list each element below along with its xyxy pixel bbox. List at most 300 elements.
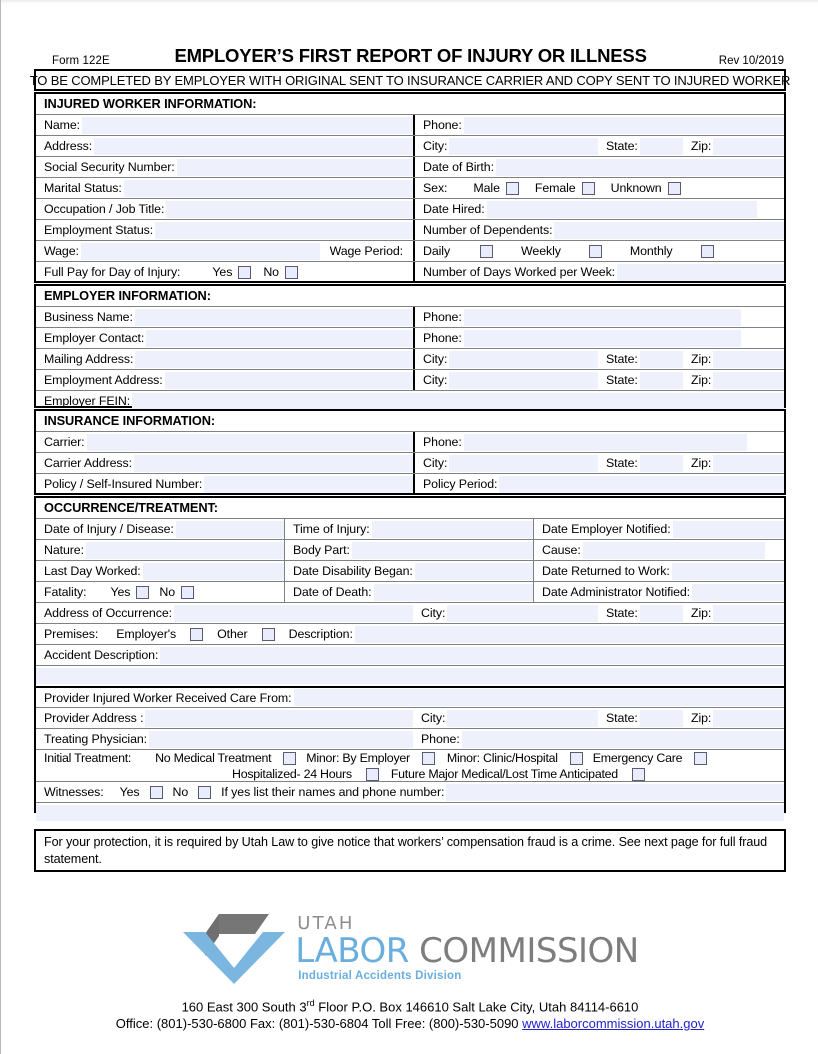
field-city[interactable] — [413, 136, 598, 156]
label-initial-treatment: Initial Treatment: — [44, 751, 132, 765]
field-carrier-state[interactable] — [598, 453, 683, 473]
label-treat-minor-clinic: Minor: Clinic/Hospital — [446, 751, 558, 765]
checkbox-fatality-yes[interactable] — [136, 586, 149, 599]
field-address-occurrence[interactable] — [36, 603, 413, 623]
row-witnesses — [36, 781, 784, 802]
label-carrier: Carrier: — [44, 435, 85, 449]
label-wage-weekly: Weekly — [521, 244, 561, 258]
input-employment-zip[interactable] — [713, 372, 784, 389]
field-carrier[interactable] — [36, 432, 413, 452]
label-date-hired: Date Hired: — [423, 202, 485, 216]
initial-treatment-line1 — [36, 750, 784, 766]
input-date-returned-work[interactable] — [672, 563, 784, 580]
label-address-occurrence: Address of Occurrence: — [44, 606, 172, 620]
input-mailing-address[interactable] — [135, 351, 413, 368]
checkbox-wage-monthly[interactable] — [701, 245, 714, 258]
input-carrier-address[interactable] — [134, 455, 413, 472]
field-accident-description[interactable] — [36, 645, 784, 665]
footer-address-line — [1, 995, 818, 1015]
label-provider: Provider Injured Worker Received Care From: — [44, 690, 292, 705]
input-mailing-city[interactable] — [449, 351, 598, 368]
label-occupation: Occupation / Job Title: — [44, 202, 165, 216]
field-occurrence-city[interactable] — [413, 603, 598, 623]
label-policy-number: Policy / Self-Insured Number: — [44, 477, 203, 491]
input-treating-physician[interactable] — [149, 731, 413, 748]
form-page — [1, 0, 818, 1054]
row-accident-description-continued — [36, 665, 784, 686]
label-date-returned-work: Date Returned to Work: — [542, 564, 670, 578]
input-state[interactable] — [640, 138, 683, 155]
label-premises-employers: Employer's — [116, 627, 177, 641]
label-policy-period: Policy Period: — [423, 477, 498, 491]
row-wage-period — [36, 240, 784, 261]
logo-utah-text: UTAH — [297, 913, 355, 935]
input-date-death[interactable] — [374, 584, 534, 601]
field-date-admin-notified[interactable] — [533, 582, 784, 602]
field-employment-state[interactable] — [598, 370, 683, 390]
label-employment-status: Employment Status: — [44, 223, 154, 237]
row-fullpay-daysworked — [36, 261, 784, 282]
row-initial-treatment — [36, 749, 784, 781]
row-occupation-hired — [36, 198, 784, 219]
field-body-part[interactable] — [284, 540, 533, 560]
input-policy-number[interactable] — [204, 476, 413, 493]
row-name-phone — [36, 114, 784, 135]
logo-main-text — [295, 931, 639, 972]
field-last-day-worked[interactable] — [36, 561, 284, 581]
checkbox-premises-other[interactable] — [262, 628, 275, 641]
field-provider[interactable] — [36, 688, 784, 707]
field-accident-description-line2[interactable] — [36, 666, 784, 686]
input-carrier-phone[interactable] — [464, 434, 747, 451]
section-employer — [34, 284, 786, 408]
input-mailing-zip[interactable] — [713, 351, 784, 368]
input-employment-state[interactable] — [640, 372, 683, 389]
label-provider-address: Provider Address : — [44, 711, 144, 725]
label-provider-zip: Zip: — [691, 711, 712, 725]
input-employment-address[interactable] — [165, 372, 413, 389]
input-days-worked[interactable] — [617, 264, 784, 281]
input-business-phone[interactable] — [464, 309, 741, 326]
input-witnesses-names[interactable] — [446, 784, 784, 801]
input-time-injury[interactable] — [372, 521, 533, 538]
label-days-worked: Number of Days Worked per Week: — [423, 265, 616, 279]
row-treating-physician — [36, 728, 784, 749]
label-address: Address: — [44, 139, 93, 153]
field-wage-period-options — [413, 241, 784, 261]
input-policy-period[interactable] — [499, 476, 784, 493]
label-date-admin-notified: Date Administrator Notified: — [542, 585, 691, 599]
field-marital-status[interactable] — [36, 178, 413, 198]
field-state[interactable] — [598, 136, 683, 156]
input-last-day-worked[interactable] — [143, 563, 284, 580]
input-provider-state[interactable] — [640, 710, 683, 727]
label-contact-phone: Phone: — [423, 331, 462, 345]
input-zip[interactable] — [713, 138, 784, 155]
input-address-occurrence[interactable] — [174, 605, 413, 622]
input-mailing-state[interactable] — [640, 351, 683, 368]
label-carrier-phone: Phone: — [423, 435, 462, 449]
initial-treatment-line2 — [36, 766, 784, 782]
label-dependents: Number of Dependents: — [423, 223, 553, 237]
input-wage[interactable] — [81, 243, 320, 260]
label-date-employer-notified: Date Employer Notified: — [542, 522, 671, 536]
label-treat-future: Future Major Medical/Lost Time Anticipated — [390, 767, 618, 781]
label-full-pay-yes: Yes — [212, 265, 233, 279]
section-title-injured-worker: INJURED WORKER INFORMATION: — [44, 96, 257, 111]
field-physician-phone[interactable] — [413, 729, 784, 749]
input-dependents[interactable] — [554, 222, 784, 239]
footer-contact-text: Office: (801)-530-6800 Fax: (801)-530-6804 Toll Free: (800)-530-5090 — [115, 1016, 523, 1032]
section-title-occurrence: OCCURRENCE/TREATMENT: — [44, 500, 218, 515]
input-ssn[interactable] — [177, 159, 413, 176]
label-name: Name: — [44, 118, 80, 132]
field-dependents[interactable] — [413, 220, 784, 240]
field-fatality — [36, 582, 284, 602]
logo-subtitle: Industrial Accidents Division — [298, 970, 462, 983]
checkbox-treat-minor-clinic[interactable] — [570, 752, 583, 765]
field-nature[interactable] — [36, 540, 284, 560]
label-witnesses: Witnesses: — [44, 785, 104, 799]
field-date-employer-notified[interactable] — [533, 519, 784, 539]
label-wage-period: Wage Period: — [329, 244, 403, 258]
row-lastday-disability-returned — [36, 560, 784, 581]
field-occupation[interactable] — [36, 199, 413, 219]
form-number: Form 122E — [52, 55, 110, 67]
label-provider-city: City: — [421, 711, 446, 725]
checkbox-fatality-no[interactable] — [181, 586, 194, 599]
label-carrier-city: City: — [423, 456, 448, 470]
field-worker-phone[interactable] — [413, 115, 784, 135]
input-carrier-zip[interactable] — [713, 455, 784, 472]
field-date-hired[interactable] — [413, 199, 784, 219]
field-provider-state[interactable] — [598, 708, 683, 728]
label-employment-address: Employment Address: — [44, 373, 163, 387]
checkbox-witnesses-yes[interactable] — [150, 786, 163, 799]
field-occurrence-state[interactable] — [598, 603, 683, 623]
row-fatality-death-admin — [36, 581, 784, 602]
row-nature-bodypart-cause — [36, 539, 784, 560]
label-employment-city: City: — [423, 373, 448, 387]
page-title: EMPLOYER’S FIRST REPORT OF INJURY OR ILLNESS — [174, 45, 647, 66]
label-mailing-state: State: — [606, 352, 638, 366]
field-employment-status[interactable] — [36, 220, 413, 240]
label-dob: Date of Birth: — [423, 160, 494, 174]
checkbox-sex-male[interactable] — [506, 182, 519, 195]
label-sex-female: Female — [534, 181, 576, 195]
field-carrier-address[interactable] — [36, 453, 413, 473]
row-employment-address — [36, 369, 784, 390]
checkbox-treat-future[interactable] — [632, 768, 645, 781]
checkbox-full-pay-no[interactable] — [285, 266, 298, 279]
input-witnesses-line2[interactable] — [36, 805, 784, 821]
field-ssn[interactable] — [36, 157, 413, 177]
checkbox-full-pay-yes[interactable] — [238, 266, 251, 279]
section-title-insurance: INSURANCE INFORMATION: — [44, 413, 216, 428]
input-employer-contact[interactable] — [146, 330, 413, 347]
section-insurance — [34, 409, 786, 495]
field-employer-contact[interactable] — [36, 328, 413, 348]
field-dob[interactable] — [413, 157, 784, 177]
label-premises-other: Other — [217, 627, 248, 641]
input-dob[interactable] — [496, 159, 784, 176]
label-mailing-address: Mailing Address: — [44, 352, 134, 366]
field-date-returned-work[interactable] — [533, 561, 784, 581]
input-contact-phone[interactable] — [464, 330, 741, 347]
input-accident-description[interactable] — [160, 647, 784, 664]
input-date-admin-notified[interactable] — [692, 584, 784, 601]
input-body-part[interactable] — [352, 542, 533, 559]
label-date-death: Date of Death: — [293, 585, 372, 599]
label-occurrence-zip: Zip: — [691, 606, 712, 620]
field-address[interactable] — [36, 136, 413, 156]
page-footer — [1, 995, 818, 1032]
row-employer-contact — [36, 327, 784, 348]
label-fatality-no: No — [159, 585, 176, 599]
input-carrier-city[interactable] — [449, 455, 598, 472]
field-policy-period[interactable] — [413, 474, 784, 494]
input-address[interactable] — [94, 138, 413, 155]
instruction-banner-text: TO BE COMPLETED BY EMPLOYER WITH ORIGINAL SENT TO INSURANCE CARRIER AND COPY SENT TO INJURED WORKER — [29, 72, 791, 88]
field-employment-address[interactable] — [36, 370, 413, 390]
label-time-injury: Time of Injury: — [293, 522, 370, 536]
label-premises: Premises: — [44, 627, 99, 641]
field-mailing-address[interactable] — [36, 349, 413, 369]
label-fatality: Fatality: — [44, 585, 87, 599]
field-provider-city[interactable] — [413, 708, 598, 728]
label-marital-status: Marital Status: — [44, 181, 122, 195]
input-physician-phone[interactable] — [462, 731, 784, 748]
field-business-name[interactable] — [36, 307, 413, 327]
checkbox-sex-unknown[interactable] — [668, 182, 681, 195]
field-carrier-city[interactable] — [413, 453, 598, 473]
input-worker-phone[interactable] — [464, 117, 784, 134]
field-premises — [36, 624, 784, 644]
label-employer-fein: Employer FEIN: — [44, 394, 131, 408]
checkbox-wage-daily[interactable] — [480, 245, 493, 258]
label-cause: Cause: — [542, 543, 581, 557]
section-occurrence — [34, 496, 786, 813]
label-zip: Zip: — [691, 139, 712, 153]
field-provider-address[interactable] — [36, 708, 413, 728]
field-name[interactable] — [36, 115, 413, 135]
label-nature: Nature: — [44, 543, 84, 557]
row-accident-description — [36, 644, 784, 665]
label-employment-state: State: — [606, 373, 638, 387]
checkbox-treat-hospitalized[interactable] — [366, 768, 379, 781]
field-treating-physician[interactable] — [36, 729, 413, 749]
row-address-occurrence — [36, 602, 784, 623]
checkbox-wage-weekly[interactable] — [589, 245, 602, 258]
footer-contact-line — [1, 1015, 818, 1032]
label-treat-hospitalized: Hospitalized- 24 Hours — [232, 767, 352, 781]
checkbox-premises-employers[interactable] — [190, 628, 203, 641]
row-provider-address — [36, 707, 784, 728]
row-employer-fein — [36, 390, 784, 411]
footer-website-link[interactable]: www.laborcommission.utah.gov — [522, 1016, 705, 1032]
row-carrier-address — [36, 452, 784, 473]
field-time-injury[interactable] — [284, 519, 533, 539]
field-cause[interactable] — [533, 540, 784, 560]
field-date-death[interactable] — [284, 582, 533, 602]
label-wage-daily: Daily — [423, 244, 451, 258]
label-occurrence-city: City: — [421, 606, 446, 620]
field-carrier-phone[interactable] — [413, 432, 784, 452]
label-full-pay-no: No — [263, 265, 279, 279]
checkbox-sex-female[interactable] — [582, 182, 595, 195]
label-carrier-zip: Zip: — [691, 456, 712, 470]
input-date-employer-notified[interactable] — [673, 521, 784, 538]
input-date-hired[interactable] — [487, 201, 757, 218]
page-top-shadow — [1, 0, 818, 4]
input-occupation[interactable] — [166, 201, 413, 218]
row-business-name — [36, 306, 784, 327]
label-witnesses-note: If yes list their names and phone number: — [221, 785, 445, 799]
label-business-name: Business Name: — [44, 310, 133, 324]
input-cause[interactable] — [583, 542, 765, 559]
input-carrier-state[interactable] — [640, 455, 683, 472]
label-mailing-zip: Zip: — [691, 352, 712, 366]
field-provider-zip[interactable] — [683, 708, 784, 728]
revision-label: Rev 10/2019 — [718, 55, 784, 67]
footer-address-ordinal: rd — [306, 998, 315, 1008]
label-treating-physician: Treating Physician: — [44, 732, 148, 746]
input-provider-zip[interactable] — [713, 710, 784, 727]
field-zip[interactable] — [683, 136, 784, 156]
field-witnesses-line2[interactable] — [36, 803, 784, 823]
label-mailing-city: City: — [423, 352, 448, 366]
field-days-worked[interactable] — [413, 262, 784, 282]
label-ssn: Social Security Number: — [44, 160, 175, 174]
label-employer-contact: Employer Contact: — [44, 331, 145, 345]
input-provider[interactable] — [294, 689, 785, 706]
field-date-disability-began[interactable] — [284, 561, 533, 581]
field-carrier-zip[interactable] — [683, 453, 784, 473]
label-last-day-worked: Last Day Worked: — [44, 564, 141, 578]
row-carrier — [36, 431, 784, 452]
label-date-disability-began: Date Disability Began: — [293, 564, 413, 578]
utah-chevron-logo-icon — [181, 912, 287, 986]
label-full-pay: Full Pay for Day of Injury: — [44, 265, 181, 279]
section-injured-worker — [34, 92, 786, 283]
input-business-name[interactable] — [135, 309, 413, 326]
row-date-time-injury — [36, 518, 784, 539]
input-marital-status[interactable] — [124, 180, 413, 197]
label-sex: Sex: — [423, 181, 448, 195]
field-sex — [413, 178, 784, 198]
row-marital-sex — [36, 177, 784, 198]
row-premises — [36, 623, 784, 644]
input-name[interactable] — [82, 117, 413, 134]
input-provider-address[interactable] — [145, 710, 413, 727]
field-contact-phone[interactable] — [413, 328, 784, 348]
logo-labor-text: LABOR — [295, 931, 409, 972]
input-employment-status[interactable] — [155, 222, 413, 239]
label-accident-description: Accident Description: — [44, 648, 159, 662]
row-provider — [36, 686, 784, 707]
field-occurrence-zip[interactable] — [683, 603, 784, 623]
label-fatality-yes: Yes — [110, 585, 131, 599]
input-nature[interactable] — [86, 542, 284, 559]
logo-commission-text: COMMISSION — [419, 931, 639, 972]
footer-address-pre: 160 East 300 South 3 — [181, 999, 307, 1015]
agency-logo — [1, 912, 818, 986]
label-worker-phone: Phone: — [423, 118, 462, 132]
field-mailing-state[interactable] — [598, 349, 683, 369]
label-body-part: Body Part: — [293, 543, 350, 557]
field-wage[interactable] — [36, 241, 413, 261]
fraud-notice — [34, 829, 786, 872]
input-date-injury[interactable] — [176, 521, 284, 538]
checkbox-treat-emergency[interactable] — [694, 752, 707, 765]
footer-address-post: Floor P.O. Box 146610 Salt Lake City, Utah 84114-6610 — [314, 999, 639, 1015]
label-treat-emergency: Emergency Care — [592, 751, 683, 765]
input-occurrence-zip[interactable] — [713, 605, 784, 622]
fraud-notice-text: For your protection, it is required by Utah Law to give notice that workers’ compensation fraud is a crime. See next page for full fraud statement. — [44, 835, 768, 866]
row-employment-dependents — [36, 219, 784, 240]
field-employer-fein[interactable] — [36, 391, 784, 411]
field-date-injury[interactable] — [36, 519, 284, 539]
label-provider-state: State: — [606, 711, 638, 725]
label-premises-description: Description: — [288, 627, 353, 641]
instruction-banner — [29, 69, 791, 91]
row-ssn-dob — [36, 156, 784, 177]
label-witnesses-no: No — [172, 785, 189, 799]
input-occurrence-state[interactable] — [640, 605, 683, 622]
input-occurrence-city[interactable] — [447, 605, 598, 622]
label-city: City: — [423, 139, 448, 153]
row-mailing-address — [36, 348, 784, 369]
checkbox-treat-minor-employer[interactable] — [422, 752, 435, 765]
row-witnesses-continued — [36, 802, 784, 823]
field-employment-zip[interactable] — [683, 370, 784, 390]
label-occurrence-state: State: — [606, 606, 638, 620]
row-policy — [36, 473, 784, 494]
input-provider-city[interactable] — [447, 710, 598, 727]
input-employment-city[interactable] — [449, 372, 598, 389]
field-witnesses — [36, 782, 784, 802]
label-sex-male: Male — [473, 181, 500, 195]
field-policy-number[interactable] — [36, 474, 413, 494]
field-mailing-zip[interactable] — [683, 349, 784, 369]
label-carrier-state: State: — [606, 456, 638, 470]
label-business-phone: Phone: — [423, 310, 462, 324]
checkbox-witnesses-no[interactable] — [198, 786, 211, 799]
label-employment-zip: Zip: — [691, 373, 712, 387]
input-premises-description[interactable] — [355, 626, 784, 643]
input-city[interactable] — [449, 138, 598, 155]
input-carrier[interactable] — [87, 434, 413, 451]
field-mailing-city[interactable] — [413, 349, 598, 369]
label-date-injury: Date of Injury / Disease: — [44, 522, 174, 536]
section-title-employer: EMPLOYER INFORMATION: — [44, 288, 211, 303]
input-employer-fein[interactable] — [132, 393, 784, 410]
input-date-disability-began[interactable] — [415, 563, 533, 580]
label-physician-phone: Phone: — [421, 732, 460, 746]
field-employment-city[interactable] — [413, 370, 598, 390]
label-witnesses-yes: Yes — [119, 785, 140, 799]
input-accident-description-line2[interactable] — [36, 668, 784, 684]
label-wage: Wage: — [44, 244, 79, 258]
field-full-pay — [36, 262, 413, 282]
label-treat-none: No Medical Treatment — [155, 751, 272, 765]
field-business-phone[interactable] — [413, 307, 784, 327]
label-state: State: — [606, 139, 638, 153]
row-address — [36, 135, 784, 156]
checkbox-treat-no-medical[interactable] — [283, 752, 296, 765]
form-header — [34, 45, 786, 67]
label-wage-monthly: Monthly — [629, 244, 673, 258]
